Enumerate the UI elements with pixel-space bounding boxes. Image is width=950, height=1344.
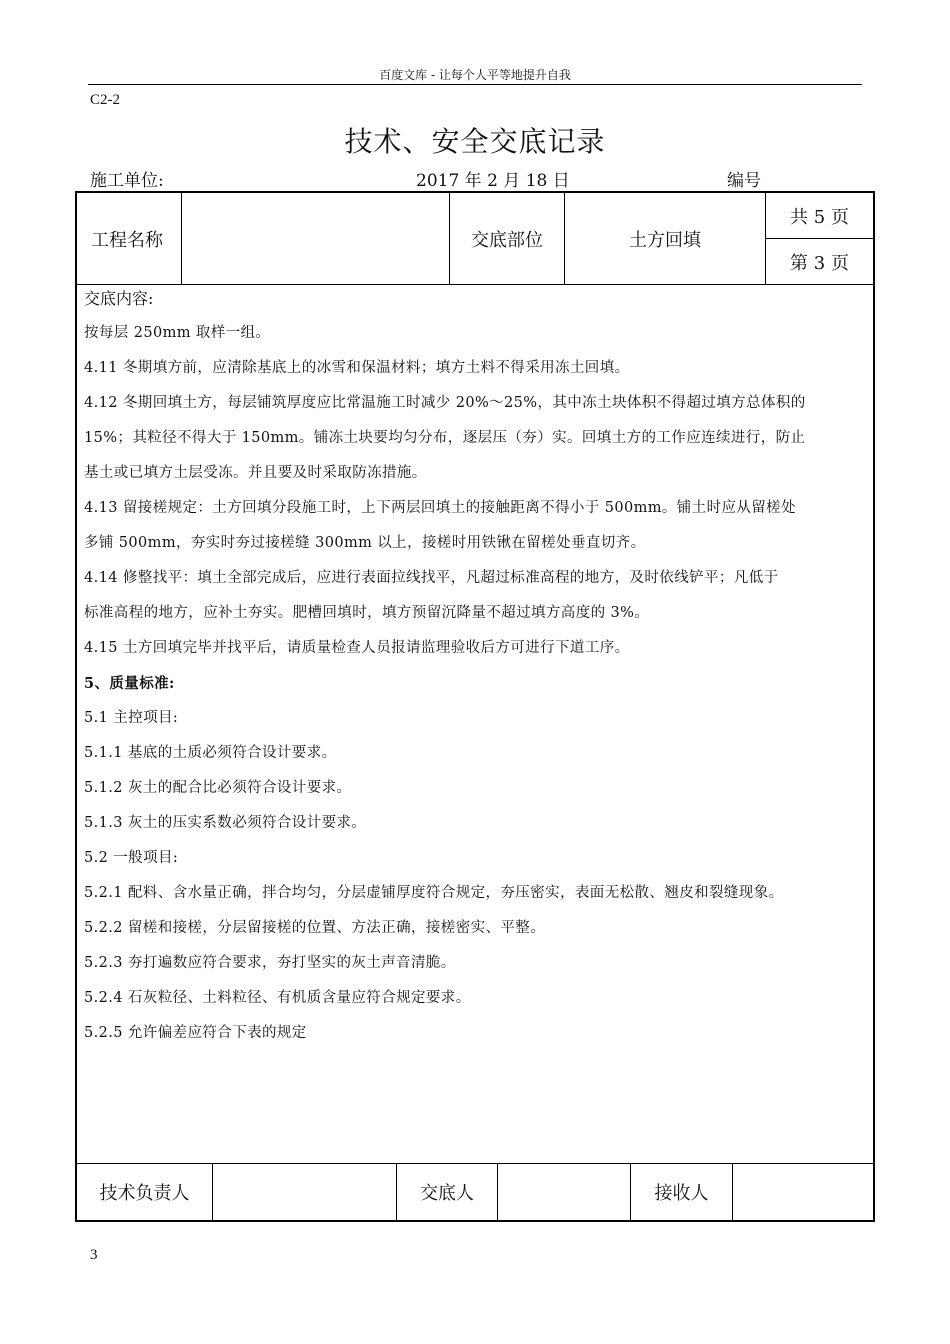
content-line: 5.2.1 配料、含水量正确，拌合均匀，分层虚铺厚度符合规定，夯压密实，表面无松散、翘皮和裂缝现象。 (84, 885, 784, 901)
content-line: 4.11 冬期填方前，应清除基底上的冰雪和保温材料；填方土料不得采用冻土回填。 (84, 360, 630, 376)
content-line: 15%；其粒径不得大于 150mm。铺冻土块要均匀分布，逐层压（夯）实。回填土方的工作应连续进行，防止 (84, 430, 806, 446)
form-code: C2-2 (90, 92, 120, 108)
content-line: 5.1.2 灰土的配合比必须符合设计要求。 (84, 780, 352, 796)
section-heading: 5、质量标准: (84, 675, 175, 692)
total-pages: 共 5 页 (790, 206, 849, 228)
document-title: 技术、安全交底记录 (344, 125, 606, 158)
discloser-label: 交底人 (420, 1183, 474, 1204)
content-line: 5.2.2 留槎和接槎，分层留接槎的位置、方法正确，接槎密实、平整。 (84, 920, 546, 936)
tech-lead-signature (213, 1164, 396, 1220)
content-line: 按每层 250mm 取样一组。 (84, 325, 271, 341)
record-number-label: 编号 (727, 171, 761, 191)
project-name-label: 工程名称 (91, 229, 163, 251)
disclosure-part-label: 交底部位 (471, 229, 543, 251)
content-line: 标准高程的地方，应补土夯实。肥槽回填时，填方预留沉降量不超过填方高度的 3%。 (84, 605, 650, 621)
content-line: 4.15 土方回填完毕并找平后，请质量检查人员报请监理验收后方可进行下道工序。 (84, 640, 630, 656)
construction-unit-label: 施工单位: (90, 171, 164, 191)
content-label: 交底内容: (84, 289, 154, 308)
current-page: 第 3 页 (790, 252, 849, 274)
content-line: 5.2.4 石灰粒径、土料粒径、有机质含量应符合规定要求。 (84, 990, 471, 1006)
content-line: 4.14 修整找平：填土全部完成后，应进行表面拉线找平，凡超过标准高程的地方，及时依线铲平；凡低于 (84, 570, 779, 586)
tech-lead-label: 技术负责人 (99, 1183, 190, 1204)
document-site-header: 百度文库 - 让每个人平等地提升自我 (379, 68, 571, 82)
project-name-value (182, 193, 449, 284)
content-line: 基土或已填方土层受冻。并且要及时采取防冻措施。 (84, 465, 427, 481)
content-line: 5.1.1 基底的土质必须符合设计要求。 (84, 745, 337, 761)
receiver-signature (733, 1164, 873, 1220)
content-line: 5.2.3 夯打遍数应符合要求，夯打坚实的灰土声音清脆。 (84, 955, 456, 971)
content-line: 5.1.3 灰土的压实系数必须符合设计要求。 (84, 815, 367, 831)
receiver-label: 接收人 (654, 1183, 709, 1204)
content-line: 4.12 冬期回填土方，每层铺筑厚度应比常温施工时减少 20%～25%，其中冻土块体积不得超过填方总体积的 (84, 395, 806, 411)
disclosure-part-value: 土方回填 (629, 229, 701, 251)
content-line: 5.1 主控项目: (84, 710, 179, 726)
content-line: 5.2 一般项目: (84, 850, 179, 866)
discloser-signature (498, 1164, 630, 1220)
content-line: 4.13 留接槎规定：土方回填分段施工时，上下两层回填土的接触距离不得小于 500mm。铺土时应从留槎处 (84, 500, 796, 516)
content-line: 5.2.5 允许偏差应符合下表的规定 (84, 1025, 307, 1041)
disclosure-content (84, 284, 868, 1051)
content-line: 多铺 500mm，夯实时夯过接槎缝 300mm 以上，接槎时用铁锹在留槎处垂直切齐。 (84, 535, 646, 551)
record-date: 2017 年 2 月 18 日 (416, 171, 570, 191)
page-number: 3 (90, 1247, 98, 1263)
header-divider (88, 84, 862, 85)
